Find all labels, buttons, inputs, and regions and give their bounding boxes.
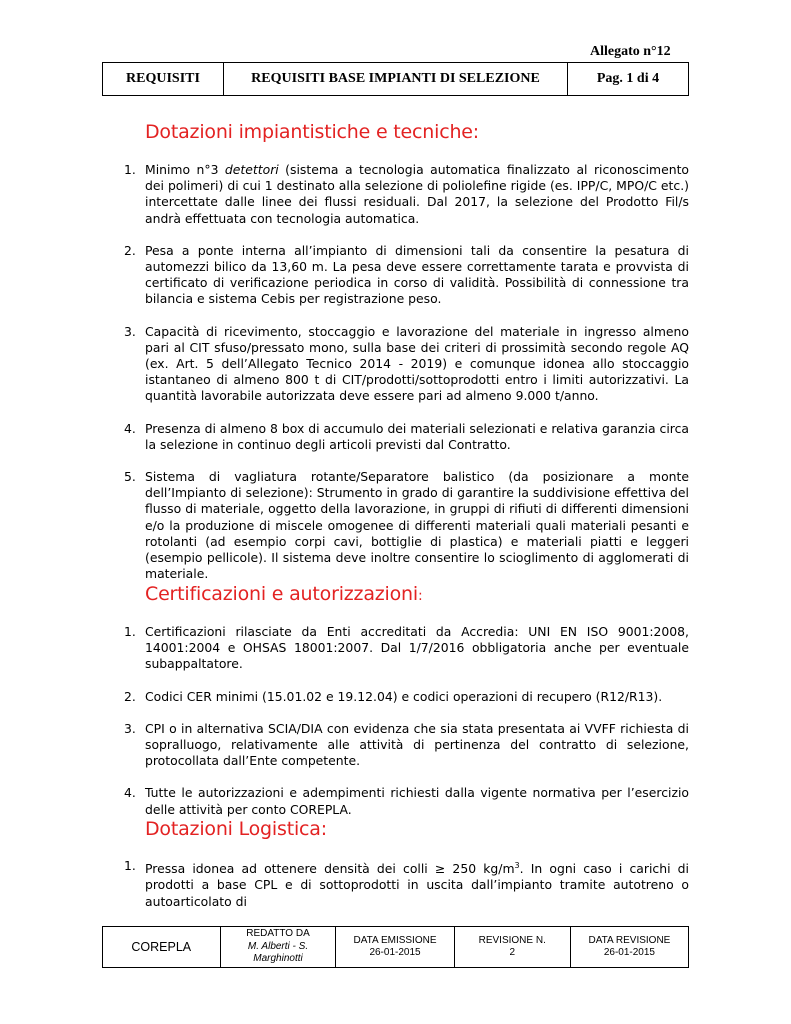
list-item-text: Tutte le autorizzazioni e adempimenti richiesti dalla vigente normativa per l’esercizio delle attività per conto COREPLA. [145,785,689,817]
list-item [124,624,689,673]
list-item-text: CPI o in alternativa SCIA/DIA con evidenza che sia stata presentata ai VVFF richiesta di sopralluogo, relativamente alle attività di pertinenza del contratto di selezione, protocollata dall’Ente competente. [145,720,689,769]
header-requisiti: REQUISITI [103,63,224,96]
list-item [124,469,689,582]
list-item-number: 4. [124,420,136,436]
footer-data-revisione-value: 26-01-2015 [603,947,655,958]
header-table [102,62,689,96]
list-item-text: Capacità di ricevimento, stoccaggio e lavorazione del materiale in ingresso almeno pari al CIT sfuso/pressato mono, sulla base dei criteri di prossimità secondo regole AQ (ex. Art. 5 dell’Allegato Tecnico 2014 - 2019) e comunque idonea allo stoccaggio istantaneo di almeno 800 t di CIT/prodotti/sottoprodotti entro i limiti autorizzativi. La quantità lavorabile autorizzata deve essere pari ad almeno 9.000 t/anno. [145,323,689,404]
footer-table [102,926,689,968]
footer-data-emissione-value: 26-01-2015 [369,947,421,958]
list-item [124,721,689,770]
footer-company: COREPLA [103,927,221,968]
list-item-text: Certificazioni rilasciate da Enti accreditati da Accredia: UNI EN ISO 9001:2008, 14001:2004 e OHSAS 18001:2007. Dal 1/7/2016 obbligatoria anche per eventuale subappaltatore. [145,624,689,672]
superscript-exponent: 3 [514,861,520,870]
footer-redatto-label: REDATTO DA [246,928,310,940]
list-item-number: 2. [124,688,136,704]
list-item [124,324,689,405]
list-dotazioni-impiantistiche [124,162,689,582]
list-item [124,689,689,705]
list-item-text: Sistema di vagliatura rotante/Separatore balistico (da posizionare a monte dell’Impianto di selezione): Strumento in grado di garantire la suddivisione effettiva del flusso di materiale, oggetto della lavorazione, in gruppi di rifiuti di differenti dimensioni e/o la produzione di miscele omogenee di differenti materiali quali materiali pesanti e rotolanti (ad esempio corpi cavi, bottiglie di plastica) e materiali piatti e leggeri (esempio pellicole). Il sistema deve inoltre consentire lo scioglimento di agglomerati di materiale. [145,469,689,582]
footer-authors-line1: M. Alberti - S. [247,940,309,952]
list-item [124,858,689,910]
emphasis-detettori: detettori [224,162,279,177]
list-item [124,785,689,817]
list-item [124,421,689,453]
footer-revisione-label: REVISIONE N. [478,934,546,946]
footer-authors-line2: Marghinotti [253,953,303,965]
list-item-number: 1. [124,624,136,639]
footer-data-emissione [336,927,454,968]
list-item-number: 2. [124,242,136,258]
list-item-text: Codici CER minimi (15.01.02 e 19.12.04) e codici operazioni di recupero (R12/R13). [145,688,663,704]
header-page-number: Pag. 1 di 4 [568,63,689,96]
footer-revisione-value: 2 [509,947,516,958]
section-title-dotazioni-logistica: Dotazioni Logistica: [145,818,327,840]
list-item-text: Minimo n°3 detettori (sistema a tecnologia automatica finalizzato al riconoscimento dei polimeri) di cui 1 destinato alla selezione di poliolefine rigide (es. IPP/C, MPO/C etc.) intercettate dalle linee dei flussi residuali. Dal 2017, la selezione del Prodotto Fil/s andrà effettuata con tecnologia automatica. [145,162,690,226]
section-title-dotazioni-impiantistiche: Dotazioni impiantistiche e tecniche: [145,121,479,143]
footer-redatto-da [220,927,336,968]
list-item-number: 5. [124,469,136,485]
section-title-certificazioni: Certificazioni e autorizzazioni: [145,583,423,605]
header-document-title: REQUISITI BASE IMPIANTI DI SELEZIONE [224,63,568,96]
list-item-text: Presenza di almeno 8 box di accumulo dei materiali selezionati e relativa garanzia circa la selezione in continuo degli articoli previsti dal Contratto. [145,420,689,452]
annex-label: Allegato n°12 [590,44,671,59]
footer-revisione [454,927,570,968]
footer-data-revisione [570,927,688,968]
footer-data-emissione-label: DATA EMISSIONE [353,934,437,946]
list-item-number: 4. [124,785,136,801]
list-item-text: Pressa idonea ad ottenere densità dei colli ≥ 250 $kg/m^3$. In ogni caso i carichi di prodotti a base CPL e di sottoprodotti in uscita dall’impianto tramite autotreno o autoarticolato di [145,861,689,909]
list-item-number: 3. [124,323,136,339]
list-item [124,243,689,308]
list-item [124,162,689,227]
list-item-number: 1. [124,858,136,873]
list-item-number: 1. [124,162,136,177]
list-certificazioni [124,624,689,818]
list-dotazioni-logistica [124,858,689,910]
list-item-number: 3. [124,720,136,736]
footer-data-revisione-label: DATA REVISIONE [588,934,671,946]
list-item-text: Pesa a ponte interna all’impianto di dimensioni tali da consentire la pesatura di automezzi bilico da 13,60 m. La pesa deve essere correttamente tarata e provvista di certificato di verificazione periodica in corso di validità. Possibilità di connessione tra bilancia e sistema Cebis per registrazione peso. [145,242,689,307]
